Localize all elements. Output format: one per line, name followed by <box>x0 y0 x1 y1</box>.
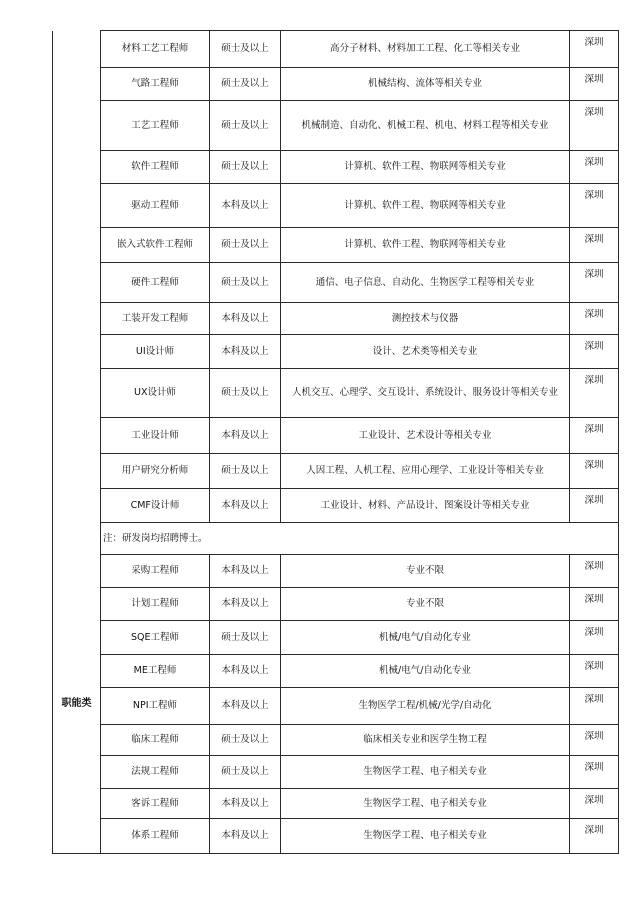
table-row <box>53 303 619 335</box>
degree-cell: 本科及以上 <box>210 789 281 819</box>
major-cell: 通信、电子信息、自动化、生物医学工程等相关专业 <box>281 263 570 303</box>
job-title-cell: 工艺工程师 <box>101 101 210 151</box>
location-cell: 深圳 <box>570 263 619 303</box>
job-title-cell: NPI工程师 <box>101 688 210 725</box>
table-row <box>53 101 619 151</box>
degree-cell: 本科及以上 <box>210 489 281 523</box>
degree-cell: 硕士及以上 <box>210 263 281 303</box>
location-cell: 深圳 <box>570 418 619 454</box>
category-cell <box>53 31 101 555</box>
table-row <box>53 819 619 854</box>
degree-cell: 硕士及以上 <box>210 725 281 756</box>
location-cell: 深圳 <box>570 725 619 756</box>
degree-cell: 硕士及以上 <box>210 756 281 789</box>
job-title-cell: 硬件工程师 <box>101 263 210 303</box>
job-title-cell: 体系工程师 <box>101 819 210 854</box>
degree-cell: 本科及以上 <box>210 418 281 454</box>
job-title-cell: 气路工程师 <box>101 68 210 101</box>
table-row <box>53 263 619 303</box>
table-row <box>53 621 619 655</box>
major-cell: 人因工程、人机工程、应用心理学、工业设计等相关专业 <box>281 454 570 489</box>
job-title-cell: 计划工程师 <box>101 588 210 621</box>
job-title-cell: 嵌入式软件工程师 <box>101 228 210 263</box>
major-cell: 专业不限 <box>281 555 570 588</box>
table-row <box>53 756 619 789</box>
location-cell: 深圳 <box>570 489 619 523</box>
degree-cell: 硕士及以上 <box>210 454 281 489</box>
degree-cell: 本科及以上 <box>210 655 281 688</box>
degree-cell: 硕士及以上 <box>210 369 281 418</box>
degree-cell: 本科及以上 <box>210 303 281 335</box>
job-title-cell: ME工程师 <box>101 655 210 688</box>
major-cell: 机械结构、流体等相关专业 <box>281 68 570 101</box>
major-cell: 工业设计、艺术设计等相关专业 <box>281 418 570 454</box>
major-cell: 生物医学工程/机械/光学/自动化 <box>281 688 570 725</box>
major-cell: 计算机、软件工程、物联网等相关专业 <box>281 151 570 184</box>
location-cell: 深圳 <box>570 655 619 688</box>
major-cell: 设计、艺术类等相关专业 <box>281 335 570 369</box>
job-title-cell: UI设计师 <box>101 335 210 369</box>
table-row <box>53 369 619 418</box>
job-title-cell: 用户研究分析师 <box>101 454 210 489</box>
major-cell: 生物医学工程、电子相关专业 <box>281 756 570 789</box>
major-cell: 生物医学工程、电子相关专业 <box>281 819 570 854</box>
location-cell: 深圳 <box>570 756 619 789</box>
major-cell: 机械/电气/自动化专业 <box>281 655 570 688</box>
table-row <box>53 555 619 588</box>
degree-cell: 本科及以上 <box>210 184 281 228</box>
location-cell: 深圳 <box>570 68 619 101</box>
major-cell: 计算机、软件工程、物联网等相关专业 <box>281 228 570 263</box>
location-cell: 深圳 <box>570 454 619 489</box>
recruitment-table <box>52 30 618 854</box>
table-row <box>53 418 619 454</box>
table-row <box>53 454 619 489</box>
major-cell: 机械制造、自动化、机械工程、机电、材料工程等相关专业 <box>281 101 570 151</box>
major-cell: 工业设计、材料、产品设计、图案设计等相关专业 <box>281 489 570 523</box>
major-cell: 生物医学工程、电子相关专业 <box>281 789 570 819</box>
degree-cell: 本科及以上 <box>210 335 281 369</box>
job-title-cell: 客诉工程师 <box>101 789 210 819</box>
job-title-cell: 软件工程师 <box>101 151 210 184</box>
degree-cell: 硕士及以上 <box>210 101 281 151</box>
job-title-cell: 采购工程师 <box>101 555 210 588</box>
location-cell: 深圳 <box>570 789 619 819</box>
major-cell: 机械/电气/自动化专业 <box>281 621 570 655</box>
job-title-cell: 临床工程师 <box>101 725 210 756</box>
degree-cell: 本科及以上 <box>210 688 281 725</box>
location-cell: 深圳 <box>570 101 619 151</box>
location-cell: 深圳 <box>570 621 619 655</box>
table-row <box>53 335 619 369</box>
location-cell: 深圳 <box>570 369 619 418</box>
degree-cell: 硕士及以上 <box>210 68 281 101</box>
degree-cell: 硕士及以上 <box>210 228 281 263</box>
job-title-cell: 驱动工程师 <box>101 184 210 228</box>
table-row <box>53 184 619 228</box>
major-cell: 专业不限 <box>281 588 570 621</box>
job-title-cell: CMF设计师 <box>101 489 210 523</box>
table-row <box>53 725 619 756</box>
location-cell: 深圳 <box>570 555 619 588</box>
table-row <box>53 655 619 688</box>
note-row <box>53 523 619 555</box>
table-row <box>53 31 619 68</box>
major-cell: 高分子材料、材料加工工程、化工等相关专业 <box>281 31 570 68</box>
job-title-cell: 材料工艺工程师 <box>101 31 210 68</box>
job-title-cell: 工业设计师 <box>101 418 210 454</box>
note-text: 注：研发岗均招聘博士。 <box>101 523 619 555</box>
degree-cell: 硕士及以上 <box>210 151 281 184</box>
table-row <box>53 151 619 184</box>
degree-cell: 硕士及以上 <box>210 31 281 68</box>
table-row <box>53 68 619 101</box>
positions-table-body <box>53 31 619 854</box>
location-cell: 深圳 <box>570 688 619 725</box>
location-cell: 深圳 <box>570 588 619 621</box>
table-row <box>53 588 619 621</box>
job-title-cell: UX设计师 <box>101 369 210 418</box>
major-cell: 测控技术与仪器 <box>281 303 570 335</box>
location-cell: 深圳 <box>570 151 619 184</box>
positions-table <box>52 30 619 854</box>
table-row <box>53 489 619 523</box>
degree-cell: 硕士及以上 <box>210 621 281 655</box>
location-cell: 深圳 <box>570 303 619 335</box>
degree-cell: 本科及以上 <box>210 588 281 621</box>
major-cell: 人机交互、心理学、交互设计、系统设计、服务设计等相关专业 <box>281 369 570 418</box>
degree-cell: 本科及以上 <box>210 819 281 854</box>
degree-cell: 本科及以上 <box>210 555 281 588</box>
table-row <box>53 789 619 819</box>
location-cell: 深圳 <box>570 819 619 854</box>
location-cell: 深圳 <box>570 228 619 263</box>
major-cell: 计算机、软件工程、物联网等相关专业 <box>281 184 570 228</box>
location-cell: 深圳 <box>570 335 619 369</box>
table-row <box>53 228 619 263</box>
category-cell: 职能类 <box>53 555 101 854</box>
location-cell: 深圳 <box>570 184 619 228</box>
job-title-cell: SQE工程师 <box>101 621 210 655</box>
table-row <box>53 688 619 725</box>
location-cell: 深圳 <box>570 31 619 68</box>
major-cell: 临床相关专业和医学生物工程 <box>281 725 570 756</box>
job-title-cell: 法规工程师 <box>101 756 210 789</box>
job-title-cell: 工装开发工程师 <box>101 303 210 335</box>
